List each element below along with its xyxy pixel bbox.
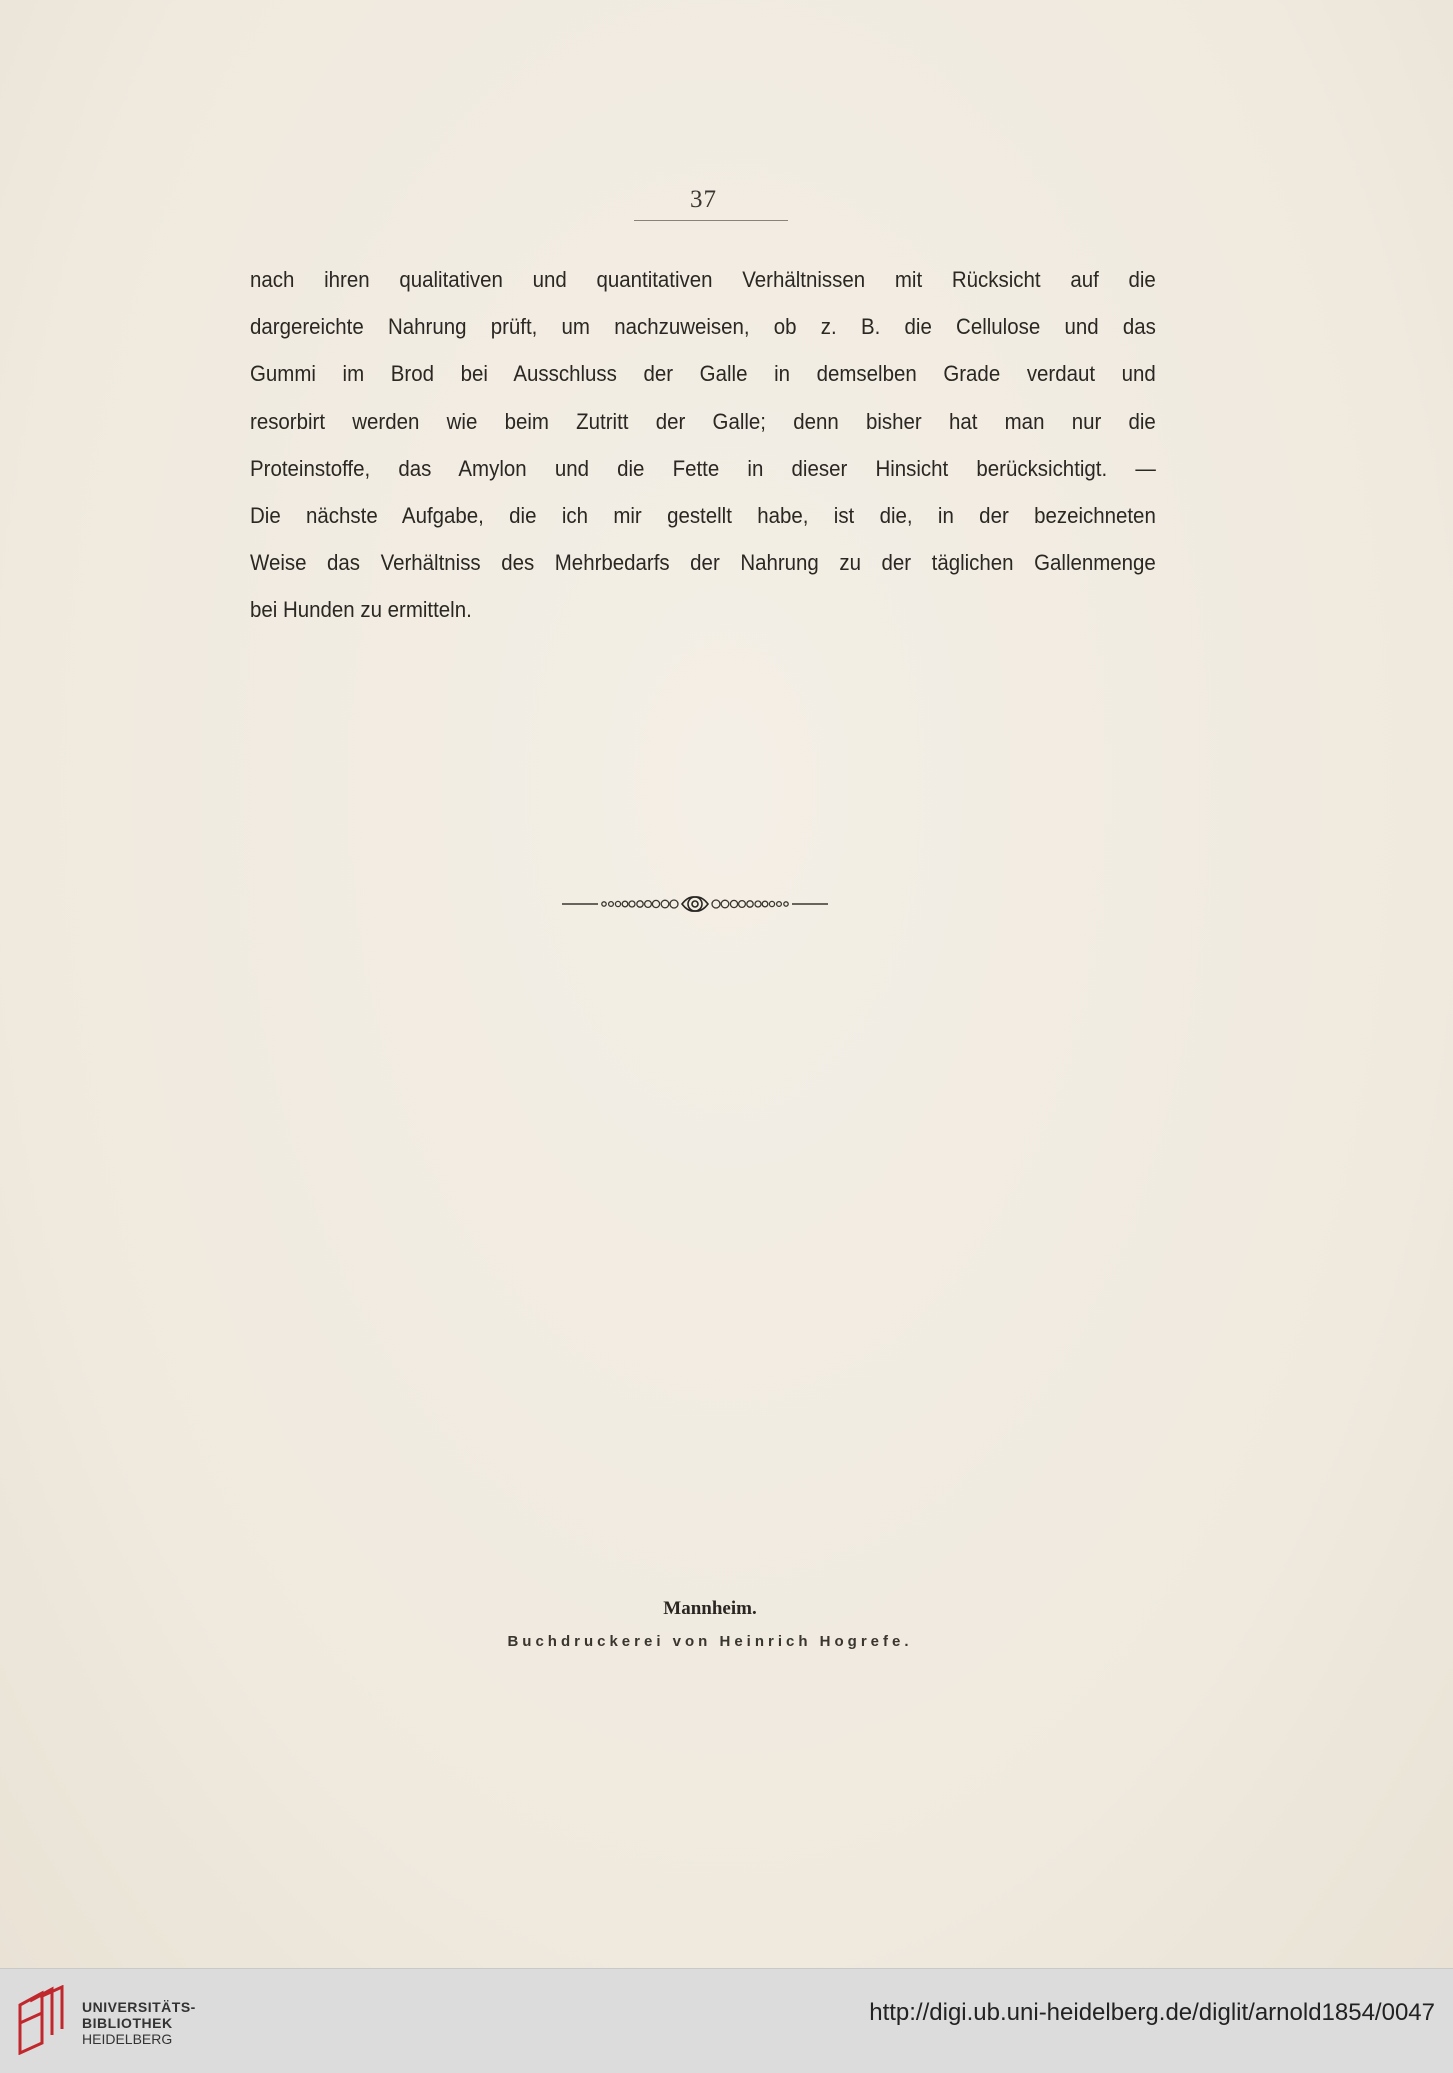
- text-line: bei Hunden zu ermitteln.: [250, 597, 472, 623]
- text-line: Weise das Verhältniss des Mehrbedarfs der Nahrung zu der täglichen Gallenmenge: [250, 550, 1156, 576]
- library-name-line: HEIDELBERG: [82, 2031, 173, 2047]
- library-name: [82, 1999, 196, 2047]
- imprint-city: Mannheim.: [663, 1598, 757, 1619]
- page-number: 37: [690, 186, 717, 213]
- library-name-line: BIBLIOTHEK: [82, 2015, 173, 2031]
- imprint-printer: Buchdruckerei von Heinrich Hogrefe.: [507, 1633, 913, 1650]
- text-line: nach ihren qualitativen und quantitativen Verhältnissen mit Rücksicht auf die: [250, 267, 1156, 292]
- header-rule: [634, 220, 788, 221]
- text-line: Gummi im Brod bei Ausschluss der Galle in demselben Grade verdaut und: [250, 361, 1156, 387]
- permalink-url[interactable]: http://digi.ub.uni-heidelberg.de/diglit/arnold1854/0047: [869, 1999, 1435, 2026]
- library-logo-icon: [14, 1985, 74, 2055]
- body-text: [250, 256, 1156, 634]
- text-line: dargereichte Nahrung prüft, um nachzuweisen, ob z. B. die Cellulose und das: [250, 314, 1156, 340]
- text-line: Proteinstoffe, das Amylon und die Fette in dieser Hinsicht berücksichtigt. —: [250, 455, 1156, 481]
- text-line: resorbirt werden wie beim Zutritt der Galle; denn bisher hat man nur die: [250, 408, 1156, 434]
- library-name-line: UNIVERSITÄTS-: [82, 1999, 196, 2015]
- ornament-divider: [562, 894, 828, 914]
- text-line: Die nächste Aufgabe, die ich mir gestellt habe, ist die, in der bezeichneten: [250, 502, 1156, 528]
- footer-bar: [0, 1968, 1453, 2073]
